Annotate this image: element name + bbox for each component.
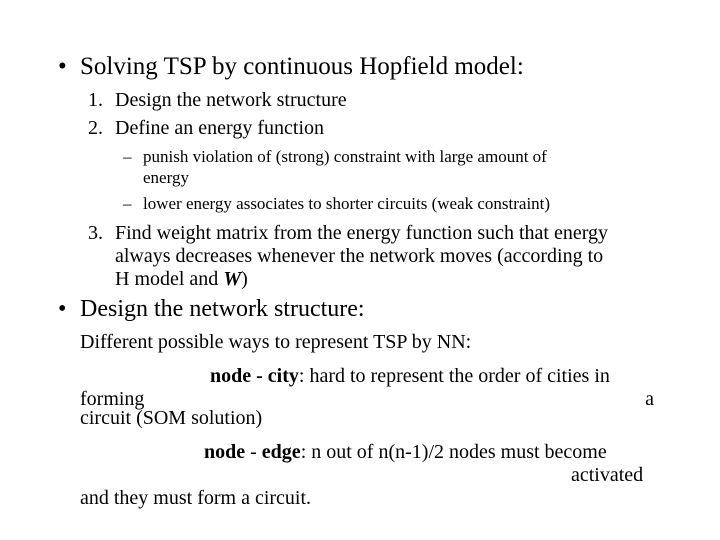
w-symbol: W xyxy=(223,268,242,290)
sub-item-1 xyxy=(123,146,547,168)
body-intro xyxy=(80,330,471,354)
city-description: : hard to represent the order of cities in xyxy=(298,365,610,387)
body-edge-line xyxy=(204,440,607,464)
bullet-text: Design the network structure: xyxy=(80,296,365,322)
sub-item-line: energy xyxy=(143,168,189,187)
circuit-text: circuit (SOM solution) xyxy=(80,407,263,429)
step-text: Define an energy function xyxy=(115,117,324,139)
bullet-design-network xyxy=(58,294,365,324)
step-text: ) xyxy=(241,268,248,290)
body-final-line xyxy=(80,486,311,510)
step-3 xyxy=(88,221,608,245)
forming-word: forming xyxy=(80,388,145,410)
sub-item-line: lower energy associates to shorter circuits (weak constraint) xyxy=(143,194,551,213)
dash: – xyxy=(123,194,132,213)
node-label: node xyxy=(204,441,246,463)
step-number: 3. xyxy=(88,222,103,244)
sub-item-2 xyxy=(123,193,550,215)
activated-word: activated xyxy=(571,464,644,486)
bullet-text: Solving TSP by continuous Hopfield model: xyxy=(80,53,524,80)
step-3-line-2 xyxy=(115,244,603,268)
node-city-label: node - city xyxy=(210,365,299,387)
edge-label: edge xyxy=(261,441,301,463)
body-intro-text: Different possible ways to represent TSP by NN: xyxy=(80,331,472,353)
step-text: Find weight matrix from the energy function such that energy xyxy=(115,222,609,244)
body-city-line xyxy=(210,364,610,388)
sub-item-line: punish violation of (strong) constraint with large amount of xyxy=(143,147,547,166)
bullet-symbol: • xyxy=(58,53,67,80)
edge-description: : n out of n(n-1)/2 nodes must become xyxy=(300,441,607,463)
a-word: a xyxy=(645,388,654,410)
final-text: and they must form a circuit. xyxy=(80,487,312,509)
step-2 xyxy=(88,116,324,140)
step-number: 2. xyxy=(88,117,103,139)
step-3-line-3 xyxy=(115,267,248,291)
sub-item-1-continued xyxy=(143,167,189,189)
body-activated-line xyxy=(571,463,643,487)
bullet-symbol: • xyxy=(58,296,67,322)
step-text: always decreases whenever the network moves (according to xyxy=(115,245,604,267)
step-text: Design the network structure xyxy=(115,89,347,111)
dash: – xyxy=(123,147,132,166)
step-1 xyxy=(88,88,347,112)
edge-dash: - xyxy=(245,441,262,463)
step-number: 1. xyxy=(88,89,103,111)
bullet-solving-tsp xyxy=(58,52,524,82)
body-circuit-line xyxy=(80,406,262,430)
step-text: H model and xyxy=(115,268,224,290)
